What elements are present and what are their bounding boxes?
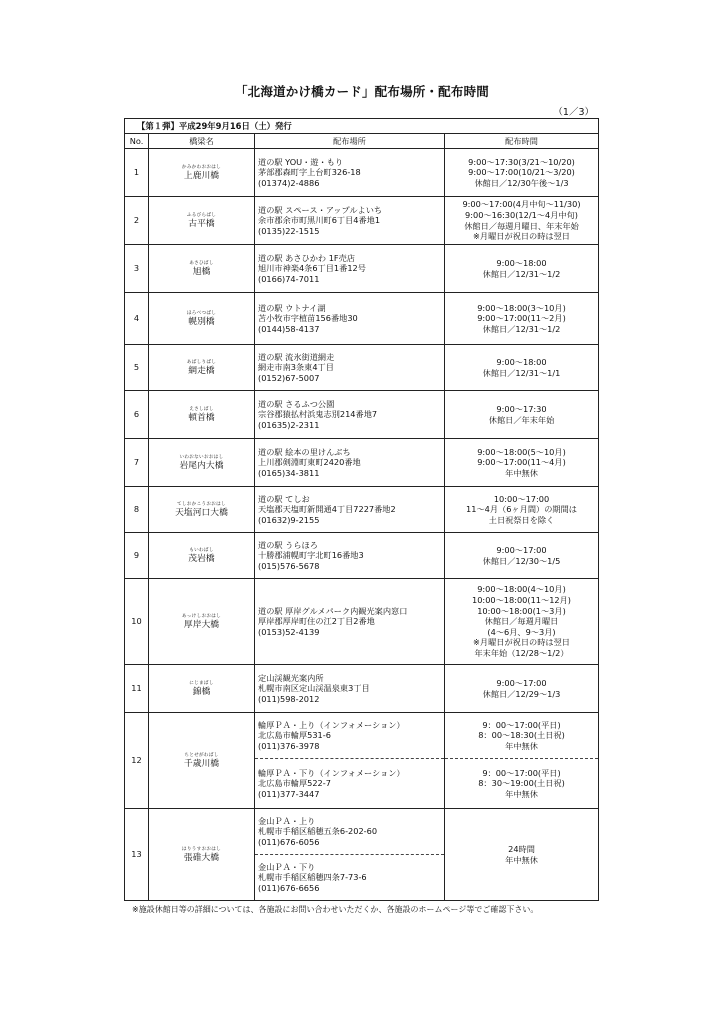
table-row	[125, 439, 599, 487]
row-number: 9	[125, 533, 149, 579]
time-line: 9:00～18:00	[496, 356, 547, 367]
time-line: 10:00～18:00(11～12月)	[472, 595, 571, 606]
distribution-table	[124, 118, 599, 901]
time-line: 11～4月（6ヶ月間）の期間は	[466, 504, 577, 515]
bridge-name-cell	[149, 533, 255, 579]
table-row	[125, 391, 599, 439]
row-number: 2	[125, 197, 149, 245]
time-line: 休館日／12/31～1/2	[482, 323, 561, 334]
place-line: 北広島市輪厚522-7	[258, 778, 331, 789]
bridge-name: 頓首橋	[188, 412, 215, 423]
place-line: (011)377-3447	[258, 788, 320, 799]
bridge-name-ruby: かみかわおおはし	[181, 164, 222, 170]
place-line: (0135)22-1515	[258, 225, 320, 236]
place-line: 道の駅 流氷街道網走	[258, 351, 335, 362]
time-line: 休館日／年末年始	[488, 414, 555, 425]
bridge-name-ruby: あさひばし	[189, 260, 214, 266]
place-cell	[255, 245, 445, 293]
bridge-name-ruby: あばしりばし	[186, 359, 217, 365]
place-line: 北広島市輪厚531-6	[258, 730, 331, 741]
header-row	[125, 134, 599, 149]
time-line: 年中無休	[505, 788, 538, 799]
place-line: 宗谷郡猿払村浜鬼志別214番地7	[258, 409, 378, 420]
place-line: 道の駅 絵本の里けんぶち	[258, 446, 351, 457]
bridge-name-cell	[149, 149, 255, 197]
table-row	[125, 345, 599, 391]
place-line: (011)376-3978	[258, 740, 320, 751]
row-number: 7	[125, 439, 149, 487]
time-line: 9:00～18:00(5～10月)	[477, 446, 566, 457]
row-number: 6	[125, 391, 149, 439]
time-line: 年中無休	[505, 467, 538, 478]
place-line: 金山ＰＡ・下り	[258, 861, 316, 872]
table-row	[125, 665, 599, 713]
time-line: 9:00～17:00(4月中旬～11/30)	[462, 199, 581, 210]
time-cell	[445, 149, 599, 197]
bridge-name-ruby: はりうすおおはし	[181, 846, 222, 852]
place-line: 金山ＰＡ・上り	[258, 815, 316, 826]
place-line: 十勝郡浦幌町字北町16番地3	[258, 550, 364, 561]
place-line: (01632)9-2155	[258, 514, 320, 525]
place-line: 道の駅 厚岸グルメパーク内観光案内窓口	[258, 605, 408, 616]
row-number: 10	[125, 579, 149, 665]
header-time: 配布時間	[445, 134, 599, 149]
bridge-name: 天塩河口大橋	[175, 507, 228, 518]
time-cell	[445, 713, 599, 759]
bridge-name-ruby: ほろべつばし	[186, 310, 217, 316]
bridge-name: 岩尾内大橋	[179, 460, 224, 471]
time-line: 休館日／毎週月曜日	[484, 616, 559, 627]
issue-label: 【第１弾】平成29年9月16日（土）発行	[125, 119, 599, 134]
place-line: 上川郡剣淵町東町2420番地	[258, 457, 361, 468]
bridge-name-cell	[149, 487, 255, 533]
place-line: (0144)58-4137	[258, 323, 320, 334]
footnote: ※施設休館日等の詳細については、各施設にお問い合わせいただくか、各施設のホームページ等でご確認下さい。	[132, 905, 539, 914]
time-line: 年中無休	[505, 854, 538, 865]
bridge-name-ruby: あっけしおおはし	[181, 613, 222, 619]
bridge-name-ruby: もいわばし	[189, 547, 214, 553]
place-line: 札幌市手稲区稲穂五条6-202-60	[258, 826, 378, 837]
page-indicator: （1／3）	[553, 107, 594, 118]
bridge-name: 茂岩橋	[188, 553, 215, 564]
place-line: 余市郡余市町黒川町6丁目4番地1	[258, 215, 381, 226]
time-line: 年末年始（12/28～1/2）	[474, 647, 569, 658]
place-cell	[255, 855, 445, 901]
bridge-name-cell	[149, 245, 255, 293]
place-line: 道の駅 ウトナイ湖	[258, 302, 326, 313]
time-line: 8：00～18:30(土日祝)	[478, 730, 565, 741]
place-line: (0153)52-4139	[258, 626, 320, 637]
place-line: (01374)2-4886	[258, 177, 320, 188]
time-line: ※月曜日が祝日の時は翌日	[473, 637, 570, 648]
table-row	[125, 245, 599, 293]
place-line: 厚岸郡厚岸町住の江2丁目2番地	[258, 616, 375, 627]
place-line: 道の駅 スペース・アップルよいち	[258, 204, 383, 215]
row-number: 1	[125, 149, 149, 197]
bridge-name-cell	[149, 391, 255, 439]
place-cell	[255, 713, 445, 759]
bridge-name: 千歳川橋	[183, 758, 220, 769]
time-line: (4～6月、9～3月)	[487, 626, 556, 637]
time-line: 休館日／12/30午後～1/3	[474, 177, 569, 188]
time-line: 休館日／12/29～1/3	[482, 688, 561, 699]
time-line: 休館日／12/30～1/5	[482, 555, 561, 566]
place-line: 苫小牧市字植苗156番地30	[258, 313, 358, 324]
page-title: 「北海道かけ橋カード」配布場所・配布時間	[234, 84, 489, 99]
place-line: 天塩郡天塩町新開通4丁目7227番地2	[258, 504, 396, 515]
table-row	[125, 533, 599, 579]
time-line: 休館日／12/31～1/2	[482, 268, 561, 279]
time-cell	[445, 533, 599, 579]
time-line: 9:00～17:00(10/21～3/20)	[468, 167, 575, 178]
place-cell	[255, 149, 445, 197]
bridge-name-ruby: いわおないおおはし	[179, 454, 224, 460]
bridge-name-cell	[149, 579, 255, 665]
time-cell	[445, 245, 599, 293]
place-line: (01635)2-2311	[258, 419, 320, 430]
header-bridge-name: 橋梁名	[149, 134, 255, 149]
bridge-name: 厚岸大橋	[183, 619, 220, 630]
bridge-name-cell	[149, 439, 255, 487]
bridge-name-cell	[149, 345, 255, 391]
time-line: 10:00～17:00	[493, 493, 550, 504]
row-number: 12	[125, 713, 149, 809]
place-line: 札幌市手稲区稲穂四条7-73-6	[258, 872, 367, 883]
bridge-name: 錦橋	[192, 686, 211, 697]
time-cell	[445, 759, 599, 809]
place-line: 輪厚ＰＡ・下り（インフォメーション）	[258, 767, 405, 778]
place-line: 茅部郡森町字上台町326-18	[258, 167, 361, 178]
place-cell	[255, 391, 445, 439]
place-line: (011)598-2012	[258, 693, 320, 704]
time-line: 9:00～17:00(11～2月)	[477, 313, 566, 324]
time-line: 9:00～17:30(3/21～10/20)	[468, 156, 575, 167]
bridge-name-ruby: てしおかこうおおはし	[177, 501, 226, 507]
place-cell	[255, 197, 445, 245]
time-cell	[445, 391, 599, 439]
bridge-name: 古平橋	[188, 218, 215, 229]
place-cell	[255, 439, 445, 487]
time-line: 9:00～18:00(4～10月)	[477, 584, 566, 595]
place-cell	[255, 345, 445, 391]
place-line: 網走市南3条東4丁目	[258, 362, 334, 373]
time-line: 9：00～17:00(平日)	[482, 719, 561, 730]
table-row	[125, 293, 599, 345]
table-row	[125, 149, 599, 197]
place-line: 札幌市南区定山渓温泉東3丁目	[258, 683, 370, 694]
bridge-name-ruby: えさしばし	[189, 406, 214, 412]
bridge-name: 幌別橋	[188, 316, 215, 327]
bridge-name: 上鹿川橋	[183, 170, 220, 181]
bridge-name: 旭橋	[192, 266, 211, 277]
row-number: 5	[125, 345, 149, 391]
header-no: No.	[125, 134, 149, 149]
time-line: 9:00～18:00	[496, 257, 547, 268]
place-line: 定山渓観光案内所	[258, 672, 324, 683]
time-cell	[445, 809, 599, 901]
time-line: 休館日／12/31～1/1	[482, 367, 561, 378]
place-line: 道の駅 さるふつ公園	[258, 398, 335, 409]
time-line: 10:00～18:00(1～3月)	[477, 605, 566, 616]
bridge-name-cell	[149, 809, 255, 901]
time-line: 9：00～17:00(平日)	[482, 767, 561, 778]
header-place: 配布場所	[255, 134, 445, 149]
place-line: (011)676-6056	[258, 836, 320, 847]
bridge-name-cell	[149, 197, 255, 245]
place-line: (0166)74-7011	[258, 273, 320, 284]
place-cell	[255, 759, 445, 809]
table-row	[125, 197, 599, 245]
time-cell	[445, 579, 599, 665]
time-cell	[445, 345, 599, 391]
bridge-name-cell	[149, 713, 255, 809]
time-line: 土日祝祭日を除く	[488, 514, 555, 525]
bridge-name-ruby: ふるびらばし	[186, 212, 217, 218]
time-cell	[445, 487, 599, 533]
bridge-name-ruby: にじまばし	[189, 680, 214, 686]
place-line: 道の駅 あさひかわ 1F売店	[258, 252, 355, 263]
time-line: 年中無休	[505, 740, 538, 751]
place-line: 道の駅 YOU・遊・もり	[258, 156, 344, 167]
time-line: ※月曜日が祝日の時は翌日	[473, 231, 570, 242]
time-line: 休館日／毎週月曜日、年末年始	[464, 220, 579, 231]
issue-row	[125, 119, 599, 134]
place-cell	[255, 533, 445, 579]
table-row	[125, 487, 599, 533]
place-cell	[255, 665, 445, 713]
place-line: (015)576-5678	[258, 560, 320, 571]
time-line: 8：30～19:00(土日祝)	[478, 778, 565, 789]
place-line: (0165)34-3811	[258, 467, 320, 478]
bridge-name: 張碓大橋	[183, 852, 220, 863]
time-cell	[445, 439, 599, 487]
bridge-name-ruby: ちとせがわばし	[184, 752, 219, 758]
place-line: (011)676-6656	[258, 882, 320, 893]
place-cell	[255, 579, 445, 665]
bridge-name-cell	[149, 665, 255, 713]
place-cell	[255, 809, 445, 855]
time-cell	[445, 197, 599, 245]
row-number: 13	[125, 809, 149, 901]
table-row	[125, 579, 599, 665]
place-line: 道の駅 うらほろ	[258, 539, 318, 550]
place-cell	[255, 293, 445, 345]
time-line: 9:00～17:30	[496, 403, 547, 414]
place-line: 旭川市神楽4条6丁目1番12号	[258, 263, 366, 274]
time-line: 9:00～17:00(11～4月)	[477, 457, 566, 468]
place-cell	[255, 487, 445, 533]
time-line: 9:00～17:00	[496, 677, 547, 688]
time-line: 9:00～16:30(12/1～4月中旬)	[465, 209, 578, 220]
row-number: 3	[125, 245, 149, 293]
place-line: (0152)67-5007	[258, 372, 320, 383]
place-line: 道の駅 てしお	[258, 493, 310, 504]
place-line: 輪厚ＰＡ・上り（インフォメーション）	[258, 719, 405, 730]
bridge-name-cell	[149, 293, 255, 345]
table-row	[125, 809, 599, 855]
time-line: 9:00～18:00(3～10月)	[477, 302, 566, 313]
row-number: 4	[125, 293, 149, 345]
row-number: 11	[125, 665, 149, 713]
time-line: 24時間	[508, 843, 535, 854]
time-cell	[445, 665, 599, 713]
table-row	[125, 713, 599, 759]
bridge-name: 網走橋	[188, 365, 215, 376]
time-cell	[445, 293, 599, 345]
time-line: 9:00～17:00	[496, 544, 547, 555]
row-number: 8	[125, 487, 149, 533]
